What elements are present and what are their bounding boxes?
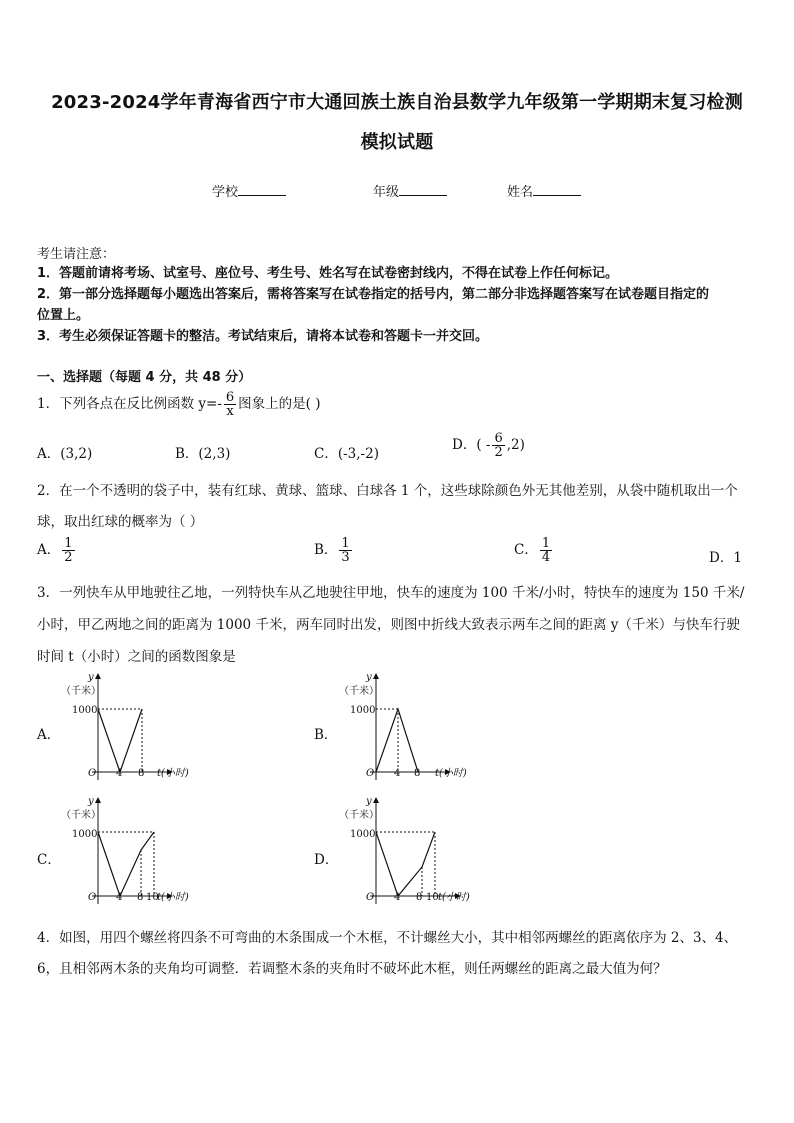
graph-b bbox=[336, 668, 516, 790]
q2-option-c-label: C． bbox=[514, 542, 538, 558]
name-field bbox=[507, 181, 581, 200]
y-tick-1000: 1000 bbox=[350, 829, 376, 840]
graph-a bbox=[58, 668, 238, 790]
school-field bbox=[212, 181, 286, 200]
q3-line-2: 小时，甲乙两地之间的距离为 1000 千米，两车同时出发，则图中折线大致表示两车之间的距离 y（千米）与快车行驶 bbox=[37, 617, 740, 633]
q2-option-b-num: 1 bbox=[341, 536, 350, 551]
q4-line-2: 6，且相邻两木条的夹角均可调整．若调整木条的夹角时不破坏此木框，则任两螺丝的距离之最大值为何？ bbox=[37, 961, 667, 977]
y-axis-label: y bbox=[88, 796, 94, 807]
x-tick-10: 10 bbox=[146, 892, 159, 903]
grade-field bbox=[373, 181, 447, 200]
x-tick-8: 8 bbox=[414, 768, 421, 779]
grade-label: 年级 bbox=[373, 185, 400, 200]
q1-option-d-num: 6 bbox=[494, 431, 503, 446]
origin-label: O bbox=[366, 768, 375, 779]
q2-option-a-fraction bbox=[62, 537, 74, 564]
q2-option-c-den: 4 bbox=[541, 550, 551, 565]
exam-title-line2: 模拟试题 bbox=[360, 132, 434, 153]
q1-option-d-suffix: ,2) bbox=[506, 437, 525, 453]
q3-option-d: D． bbox=[314, 852, 339, 868]
q2-option-b-den: 3 bbox=[341, 550, 350, 565]
q1-option-d-fraction bbox=[492, 432, 504, 459]
x-tick-4: 4 bbox=[394, 768, 401, 779]
y-tick-1000: 1000 bbox=[72, 705, 98, 716]
exam-title-line1: 2023-2024学年青海省西宁市大通回族土族自治县数学九年级第一学期期末复习检测 bbox=[51, 92, 743, 113]
q2-option-a-den: 2 bbox=[64, 550, 73, 565]
q2-option-c bbox=[514, 537, 554, 564]
q1-prefix: 1．下列各点在反比例函数 y=- bbox=[37, 396, 222, 412]
notice-item-1: 1．答题前请将考场、试室号、座位号、考生号、姓名写在试卷密封线内，不得在试卷上作任何标记。 bbox=[37, 266, 619, 281]
distance-polyline bbox=[376, 832, 435, 896]
graph-c bbox=[58, 792, 238, 914]
name-blank bbox=[533, 183, 581, 196]
q2-option-c-num: 1 bbox=[541, 536, 551, 551]
q2-option-d: D．1 bbox=[709, 550, 742, 566]
q2-option-b bbox=[314, 537, 354, 564]
unit-label: （千米） bbox=[61, 810, 101, 821]
q1-frac-num: 6 bbox=[225, 390, 235, 405]
distance-polyline bbox=[98, 709, 142, 772]
y-tick-1000: 1000 bbox=[72, 829, 98, 840]
notice-item-2: 2．第一部分选择题每小题选出答案后，需将答案写在试卷指定的括号内，第二部分非选择题答案写在试卷题目指定的 bbox=[37, 287, 710, 302]
q2-option-a bbox=[37, 537, 77, 564]
y-tick-1000: 1000 bbox=[350, 705, 376, 716]
q1-option-a: A．(3,2) bbox=[37, 446, 93, 462]
q2-line-1: 2．在一个不透明的袋子中，装有红球、黄球、篮球、白球各 1 个，这些球除颜色外无其他差别，从袋中随机取出一个 bbox=[37, 483, 738, 499]
x-tick-4: 4 bbox=[394, 892, 401, 903]
t-axis-label: t(小时) bbox=[435, 768, 467, 779]
school-blank bbox=[238, 183, 286, 196]
q4-line-1: 4．如图，用四个螺丝将四条不可弯曲的木条围成一个木框，不计螺丝大小，其中相邻两螺丝的距离依序为 2、3、4、 bbox=[37, 930, 738, 946]
section-title: 一、选择题（每题 4 分，共 48 分） bbox=[37, 370, 252, 385]
unit-label: （千米） bbox=[339, 686, 379, 697]
q2-option-b-label: B． bbox=[314, 542, 338, 558]
graph-d bbox=[336, 792, 516, 914]
x-tick-8: 8 bbox=[138, 768, 145, 779]
q1-option-d bbox=[452, 432, 525, 459]
origin-label: O bbox=[366, 892, 375, 903]
t-axis-label: t(小时) bbox=[157, 768, 189, 779]
x-tick-4: 4 bbox=[116, 768, 123, 779]
school-label: 学校 bbox=[212, 185, 239, 200]
notice-item-3: 3．考生必须保证答题卡的整洁。考试结束后，请将本试卷和答题卡一并交回。 bbox=[37, 329, 489, 344]
origin-label: O bbox=[88, 768, 97, 779]
y-axis-label: y bbox=[366, 672, 372, 683]
y-axis-label: y bbox=[88, 672, 94, 683]
question-1 bbox=[37, 391, 321, 418]
q2-option-b-fraction bbox=[339, 537, 351, 564]
q3-option-b: B． bbox=[314, 727, 338, 743]
q1-option-d-prefix: D．( - bbox=[452, 437, 491, 453]
q1-option-d-den: 2 bbox=[494, 445, 503, 460]
q3-option-c: C． bbox=[37, 852, 61, 868]
q3-line-1: 3．一列快车从甲地驶往乙地，一列特快车从乙地驶往甲地，快车的速度为 100 千米/小时，特快车的速度为 150 千米/ bbox=[37, 585, 745, 601]
x-tick-8: 8 bbox=[416, 892, 423, 903]
grade-blank bbox=[399, 183, 447, 196]
q2-line-2: 球，取出红球的概率为（ ） bbox=[37, 514, 204, 530]
q1-fraction bbox=[224, 391, 236, 418]
origin-label: O bbox=[88, 892, 97, 903]
q2-option-a-label: A． bbox=[37, 542, 61, 558]
y-axis-label: y bbox=[366, 796, 372, 807]
notice-heading: 考生请注意： bbox=[37, 247, 116, 262]
q2-option-c-fraction bbox=[540, 537, 552, 564]
distance-polyline bbox=[376, 709, 418, 772]
t-axis-label: t(小时) bbox=[438, 892, 470, 903]
q3-option-a: A． bbox=[37, 727, 61, 743]
q1-option-b: B．(2,3) bbox=[175, 446, 231, 462]
q3-line-3: 时间 t（小时）之间的函数图象是 bbox=[37, 649, 236, 665]
q1-option-c: C．(-3,-2) bbox=[314, 446, 379, 462]
unit-label: （千米） bbox=[339, 810, 379, 821]
x-tick-4: 4 bbox=[116, 892, 123, 903]
x-tick-10: 10 bbox=[426, 892, 439, 903]
name-label: 姓名 bbox=[507, 185, 534, 200]
q1-suffix: 图象上的是( ) bbox=[238, 396, 321, 412]
q2-option-a-num: 1 bbox=[64, 536, 73, 551]
x-tick-8: 8 bbox=[137, 892, 144, 903]
notice-item-2-cont: 位置上。 bbox=[37, 308, 90, 323]
unit-label: （千米） bbox=[61, 686, 101, 697]
q1-frac-den: x bbox=[224, 404, 236, 418]
distance-polyline bbox=[98, 832, 154, 896]
t-axis-label: t(小时) bbox=[157, 892, 189, 903]
